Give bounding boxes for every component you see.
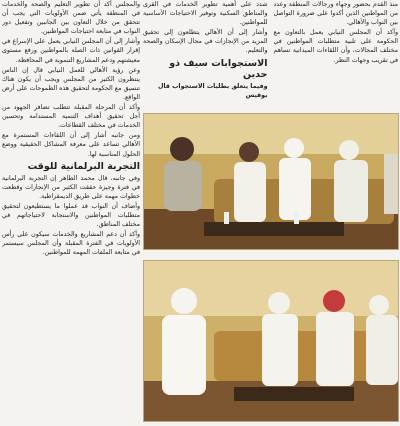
- paragraph: وأكد أن دعم المشاريع والخدمات سيكون على رأس الأولويات في الفترة المقبلة وأن المجلس سيستمر في متابعة الملفات المهمة للمواطنين.: [2, 231, 140, 257]
- right-text-area: [143, 0, 398, 112]
- paragraph: ومن جانبه أشار إلى أن اللقاءات المستمرة مع الأهالي تساعد على معرفة المشاكل الحقيقية ووضع الحلول المناسبة لها.: [2, 132, 140, 158]
- photo-majlis-gathering: [143, 260, 399, 422]
- left-text-column: [2, 0, 140, 426]
- paragraph: منذ القدم بحضور وجهاء ورجالات المنطقة وعدد من المواطنين الذين أكدوا على ضرورة التواصل بين النواب والأهالي.: [273, 1, 398, 27]
- paragraph: وعن رؤية الأهالي للعمل النيابي قال إن الناس ينتظرون الكثير من المجلس ويجب أن يكون هناك تنسيق مع الحكومة لتحقيق هذه الطموحات على أرض الواقع.: [2, 66, 140, 101]
- paragraph: وأكد أن المرحلة المقبلة تتطلب تضافر الجهود من أجل تحقيق أهداف التنمية المستدامة وتحسين الخدمات في مختلف القطاعات.: [2, 104, 140, 130]
- paragraph: والمجلس أكد أن تطوير التعليم والصحة والخدمات في المنطقة يأتي ضمن الأولويات التي يجب أن تتحقق من خلال التعاون بين الجانبين وتفعيل دور النواب في متابعة احتياجات المواطنين.: [2, 1, 140, 36]
- paragraph: وأكد أن المجلس النيابي يعمل بالتعاون مع الحكومة على تلبية متطلبات المواطنين في مختلف المجالات، وأن اللقاءات الميدانية تساهم في تقريب وجهات النظر.: [273, 29, 398, 64]
- right-text-subcolumn-b: [274, 0, 399, 112]
- photo-majlis-gathering-image: [144, 261, 398, 421]
- section-heading: الاستجوابات سيف ذو حدين: [169, 57, 268, 80]
- photo-seated-guests: [143, 113, 399, 250]
- photo-seated-guests-image: [144, 114, 398, 249]
- right-text-subcolumn-a: [143, 0, 268, 112]
- paragraph: شدد على أهمية تطوير الخدمات في القرى والمناطق السكنية وتوفير الاحتياجات الأساسية للمواطنين.: [143, 1, 268, 27]
- paragraph: وأضاف أن النواب قد عملوا ما يستطيعون لتحقيق متطلبات المواطنين والاستجابة لاحتياجاتهم في مختلف المناطق.: [2, 202, 140, 229]
- caption-note: وفيما يتعلق بطلبات الاستجواب قال بوقيس: [157, 82, 268, 99]
- section-heading: التجربة البرلمانية للوقت: [27, 160, 140, 172]
- paragraph: وأشار إلى أن المجلس النيابي يعمل على الإسراع في إقرار القوانين ذات الصلة بالمواطنين ورفع مستوى معيشتهم ودعم المشاريع التنموية في المحافظة.: [2, 38, 140, 64]
- paragraph: وأشار إلى أن الأهالي يتطلعون إلى تحقيق المزيد من الإنجازات في مجال الإسكان والصحة والتعليم.: [143, 29, 268, 55]
- paragraph: وفي جانبه، قال محمد الطاهر إن التجربة البرلمانية في فترة وجيزة حققت الكثير من الإنجازات وقطعت خطوات مهمة على طريق الديمقراطية.: [2, 174, 140, 200]
